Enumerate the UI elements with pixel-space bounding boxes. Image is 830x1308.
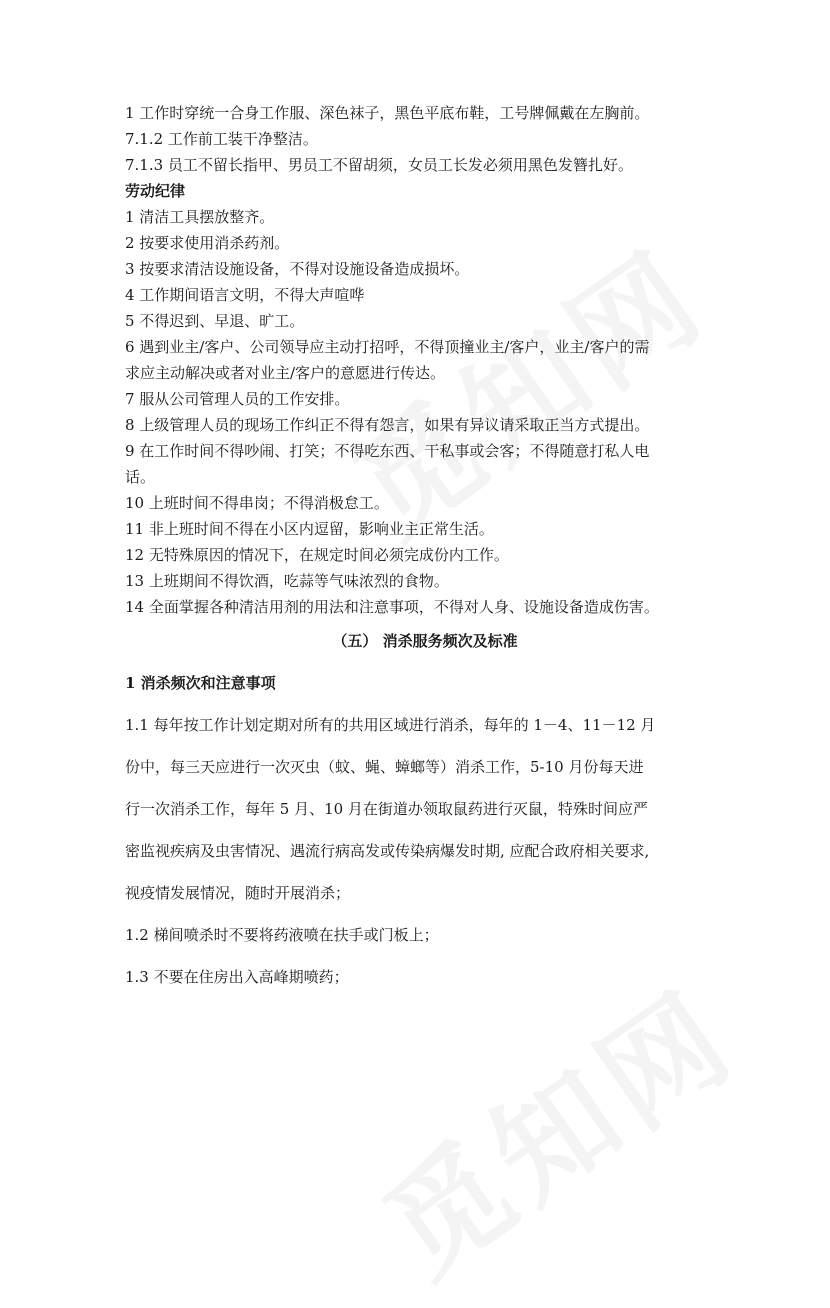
list-item: 10 上班时间不得串岗；不得消极怠工。 (125, 494, 389, 512)
list-item: 14 全面掌握各种清洁用剂的用法和注意事项，不得对人身、设施设备造成伤害。 (125, 598, 659, 616)
list-item: 话。 (125, 468, 156, 486)
paragraph-line: 1 工作时穿统一合身工作服、深色袜子，黑色平底布鞋，工号牌佩戴在左胸前。 (125, 104, 650, 122)
list-item: 求应主动解决或者对业主/客户的意愿进行传达。 (125, 364, 446, 382)
paragraph-line: 1.2 梯间喷杀时不要将药液喷在扶手或门板上； (125, 926, 439, 944)
list-item: 3 按要求清洁设施设备，不得对设施设备造成损坏。 (125, 260, 470, 278)
list-item: 13 上班期间不得饮酒，吃蒜等气味浓烈的食物。 (125, 572, 449, 590)
document-page (125, 100, 725, 998)
section-heading: 劳动纪律 (125, 182, 186, 200)
paragraph-line: 1.1 每年按工作计划定期对所有的共用区域进行消杀，每年的 1－4、11－12 月 (125, 716, 656, 734)
list-item: 1 清洁工具摆放整齐。 (125, 208, 275, 226)
list-item: 11 非上班时间不得在小区内逗留，影响业主正常生活。 (125, 520, 494, 538)
section-title: （五） 消杀服务频次及标准 (332, 632, 518, 650)
list-item: 9 在工作时间不得吵闹、打笑；不得吃东西、干私事或会客；不得随意打私人电 (125, 442, 650, 460)
paragraph-line: 行一次消杀工作，每年 5 月、10 月在街道办领取鼠药进行灭鼠，特殊时间应严 (125, 800, 648, 818)
list-item: 7 服从公司管理人员的工作安排。 (125, 390, 350, 408)
paragraph-line: 7.1.2 工作前工装干净整洁。 (125, 130, 318, 148)
paragraph-line: 1.3 不要在住房出入高峰期喷药； (125, 968, 349, 986)
paragraph-line: 份中，每三天应进行一次灭虫（蚊、蝇、蟑螂等）消杀工作，5-10 月份每天进 (125, 758, 644, 776)
list-item: 4 工作期间语言文明，不得大声喧哗 (125, 286, 365, 304)
sub-heading: 1 消杀频次和注意事项 (125, 674, 276, 692)
list-item: 6 遇到业主/客户、公司领导应主动打招呼，不得顶撞业主/客户，业主/客户的需 (125, 338, 650, 356)
list-item: 12 无特殊原因的情况下，在规定时间必须完成份内工作。 (125, 546, 509, 564)
paragraph-line: 7.1.3 员工不留长指甲、男员工不留胡须，女员工长发必须用黑色发簪扎好。 (125, 156, 633, 174)
paragraph-line: 视疫情发展情况，随时开展消杀； (125, 884, 351, 902)
list-item: 2 按要求使用消杀药剂。 (125, 234, 290, 252)
list-item: 5 不得迟到、早退、旷工。 (125, 312, 305, 330)
list-item: 8 上级管理人员的现场工作纠正不得有怨言，如果有异议请采取正当方式提出。 (125, 416, 650, 434)
watermark (346, 944, 764, 1308)
paragraph-line: 密监视疾病及虫害情况、遇流行病高发或传染病爆发时期, 应配合政府相关要求, (125, 842, 650, 860)
